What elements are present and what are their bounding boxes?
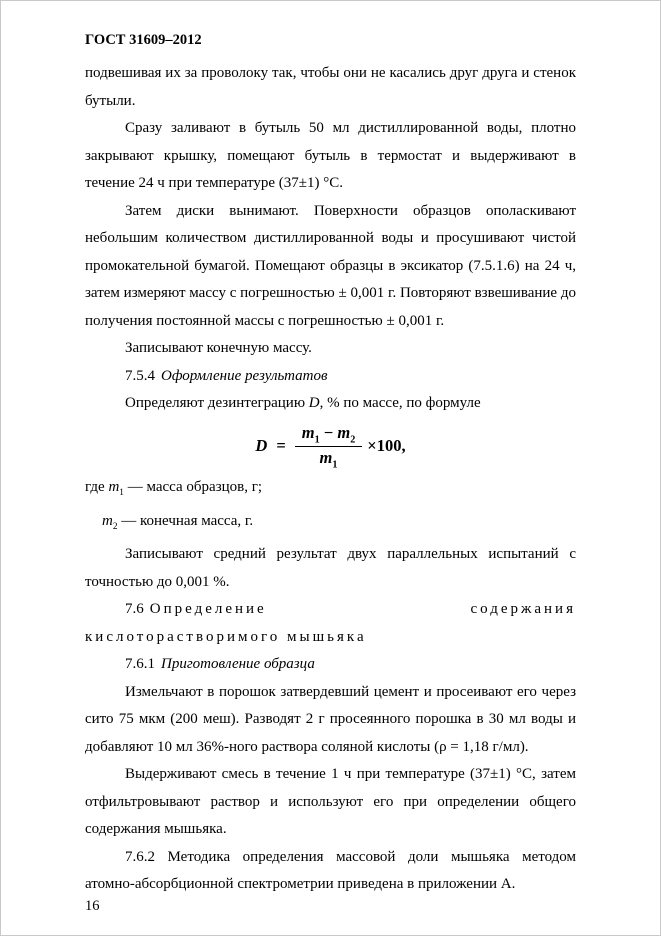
document-body <box>85 60 576 899</box>
numerator-m2: m <box>337 422 351 442</box>
paragraph-define-formula <box>85 390 576 418</box>
formula-equals-sign: = <box>276 436 286 456</box>
denominator-m1: m <box>319 447 333 467</box>
paragraph-7-6-2-method: 7.6.2 Методика определения массовой доли мышьяка методом атомно-абсорбционной спектрометрии приведена в приложении А. <box>85 848 576 893</box>
formula-variable-d: D <box>255 436 268 456</box>
formula-fraction <box>295 423 363 471</box>
paragraph-record-final-mass: Записывают конечную массу. <box>125 340 312 356</box>
where-m1-description: — масса образцов, г; <box>123 479 263 496</box>
numerator-minus-sign: − <box>319 422 338 442</box>
paragraph-hanging-wire: подвешивая их за проволоку так, чтобы они не касались друг друга и стенок бутыли. <box>85 65 576 109</box>
heading-7-6-1 <box>85 651 576 679</box>
formula-disintegration <box>85 423 576 471</box>
denominator-m1-subscript: 1 <box>332 459 338 471</box>
heading-7-5-4-title: Оформление результатов <box>161 367 328 384</box>
formula-where-m1 <box>85 474 576 508</box>
formula-multiplier: ×100, <box>367 436 406 456</box>
where-m1-subscript: 1 <box>119 488 124 499</box>
formula-denominator <box>320 447 338 470</box>
paragraph-hold-mixture: Выдерживают смесь в течение 1 ч при температуре (37±1) °С, затем отфильтровывают раствор и используют его при определении общего содержания мышьяка. <box>85 766 576 838</box>
document-header <box>85 32 202 49</box>
where-prefix: где <box>85 479 109 496</box>
where-m1-variable: m <box>108 479 120 496</box>
variable-d: D <box>308 395 320 411</box>
heading-7-6-number: 7.6 <box>125 601 144 618</box>
heading-7-5-4 <box>85 363 576 391</box>
formula-where-m2 <box>85 508 576 542</box>
formula-numerator <box>295 423 363 447</box>
where-m2-variable: m <box>102 512 113 529</box>
paragraph-fill-bottle: Сразу заливают в бутыль 50 мл дистиллированной воды, плотно закрывают крышку, помещают бутыль в термостат и выдерживают в течение 24 ч при температуре (37±1) °С. <box>85 120 576 191</box>
heading-7-6 <box>85 596 576 651</box>
define-prefix: Определяют дезинтеграцию <box>125 395 309 411</box>
heading-7-5-4-number: 7.5.4 <box>125 367 155 384</box>
standard-number: ГОСТ 31609–2012 <box>85 32 202 48</box>
numerator-m2-subscript: 2 <box>350 433 356 445</box>
where-m2-subscript: 2 <box>112 521 118 532</box>
where-m2-description: — конечная масса, г. <box>117 512 254 529</box>
page-number: 16 <box>85 898 100 914</box>
paragraph-rinse-dry: Затем диски вынимают. Поверхности образцов ополаскивают небольшим количеством дистиллированной воды и просушивают чистой промокательной бумагой. Помещают образцы в эксикатор (7.5.1.6) на 24 ч, затем измеряют массу с погрешностью ± 0,001 г. Повторяют взвешивание до получения постоянной массы с погрешностью ± 0,001 г. <box>85 202 576 329</box>
heading-7-6-1-title: Приготовление образца <box>161 656 315 673</box>
numerator-m1: m <box>301 422 315 442</box>
paragraph-average-result: Записывают средний результат двух параллельных испытаний с точностью до 0,001 %. <box>85 546 576 590</box>
paragraph-grind-cement: Измельчают в порошок затвердевший цемент и просеивают его через сито 75 мкм (200 меш). Разводят 2 г просеянного порошка в 30 мл воды и добавляют 10 мл 36%-ного раствора соляной кислоты (ρ = 1,18 г/мл). <box>85 683 576 755</box>
heading-7-6-title: Определение содержания кислоторастворимого мышьяка <box>85 601 576 645</box>
define-suffix: , % по массе, по формуле <box>319 395 481 411</box>
numerator-m1-subscript: 1 <box>314 433 320 445</box>
heading-7-6-1-number: 7.6.1 <box>125 656 155 673</box>
